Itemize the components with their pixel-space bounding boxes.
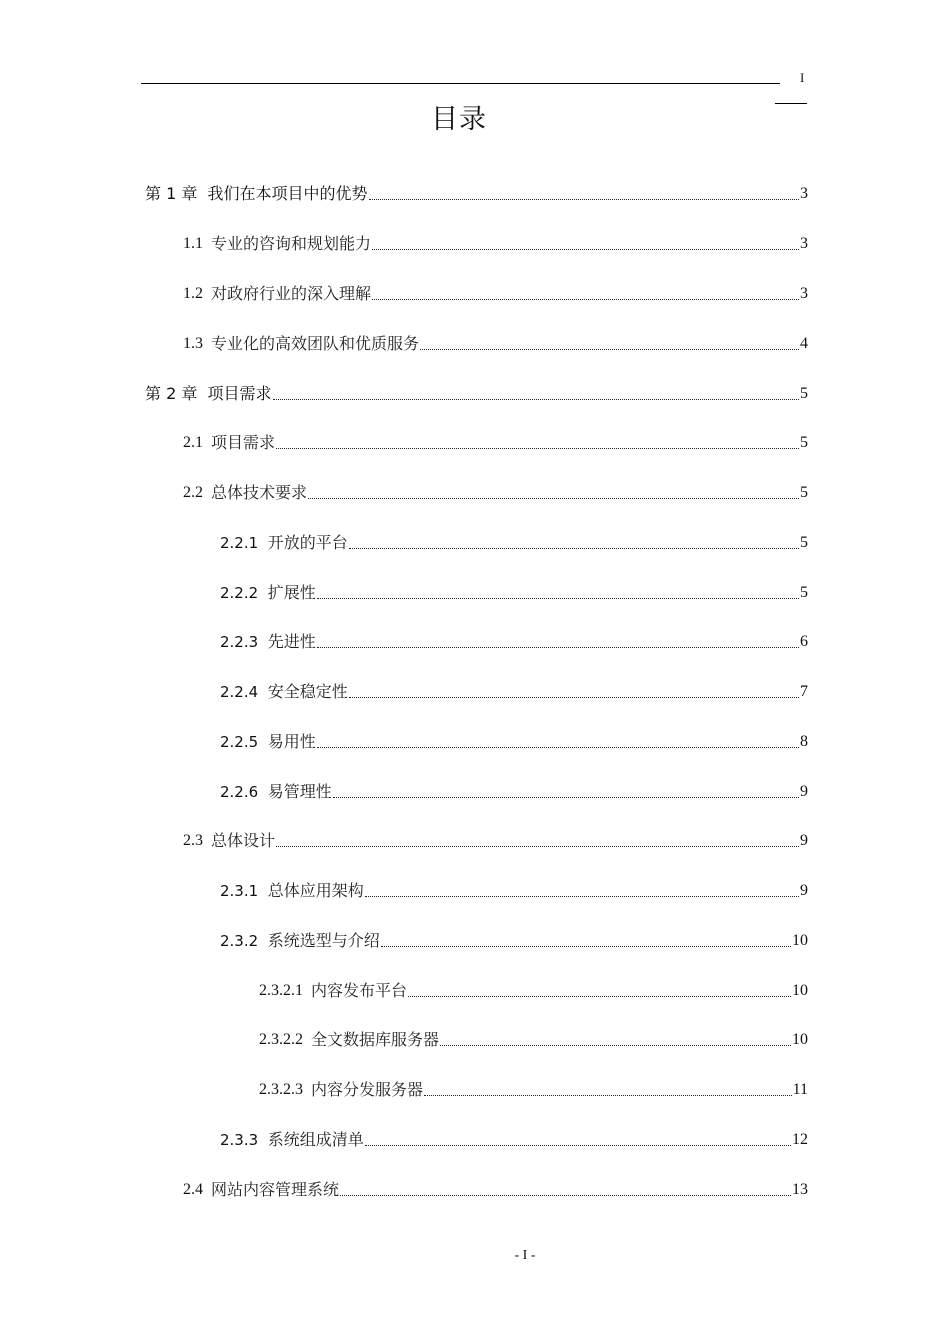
toc-leader (276, 845, 799, 847)
toc-number: 2.3 (183, 832, 211, 849)
toc-label: 开放的平台 (267, 533, 348, 552)
toc-leader (317, 597, 799, 599)
toc-entry-2-2-6[interactable] (220, 778, 808, 802)
toc-entry-2-2-2[interactable] (220, 579, 808, 603)
toc-page-number: 11 (792, 1081, 808, 1098)
toc-page-number: 10 (792, 982, 808, 999)
toc-number: 2.2.5 (220, 733, 268, 751)
toc-page-number: 5 (800, 584, 808, 601)
toc-entry-2-2[interactable] (183, 479, 808, 503)
toc-label: 全文数据库服务器 (311, 1030, 440, 1049)
toc-leader (276, 447, 799, 449)
toc-label: 总体设计 (211, 831, 276, 850)
toc-leader (333, 796, 799, 798)
toc-page-number: 6 (800, 633, 808, 650)
toc-leader (420, 348, 799, 350)
toc-label: 项目需求 (207, 384, 272, 403)
toc-leader (340, 1194, 791, 1196)
toc-page-number: 13 (792, 1181, 808, 1198)
header-page-mark: I (800, 70, 805, 85)
toc-page-number: 5 (800, 484, 808, 501)
toc-page-number: 10 (792, 932, 808, 949)
toc-page-number: 4 (800, 335, 808, 352)
toc-entry-1-1[interactable] (183, 230, 808, 254)
toc-leader (317, 746, 799, 748)
toc-entry-2-3-2-3[interactable] (259, 1076, 808, 1100)
toc-page-number: 7 (800, 683, 808, 700)
toc-entry-2-4[interactable] (183, 1176, 808, 1200)
toc-entry-2-3-2-1[interactable] (259, 977, 808, 1001)
toc-number: 2.3.1 (220, 882, 268, 900)
toc-number: 2.2.3 (220, 633, 268, 651)
toc-label: 对政府行业的深入理解 (211, 284, 372, 303)
toc-entry-2-2-3[interactable] (220, 628, 808, 652)
toc-entry-2-3-1[interactable] (220, 877, 808, 901)
toc-label: 先进性 (267, 632, 316, 651)
toc-number: 2.2.1 (220, 534, 268, 552)
toc-leader (381, 945, 791, 947)
toc-number: 2.3.2 (220, 932, 268, 950)
toc-number: 第 1 章 (145, 184, 208, 203)
toc-page-number: 3 (800, 235, 808, 252)
toc-number: 2.3.2.2 (259, 1031, 311, 1048)
toc-page-number: 3 (800, 285, 808, 302)
toc-page-number: 5 (800, 434, 808, 451)
toc-leader (369, 198, 799, 200)
toc-page-number: 3 (800, 185, 808, 202)
toc-label: 我们在本项目中的优势 (207, 184, 368, 203)
toc-label: 内容发布平台 (311, 981, 408, 1000)
toc-label: 扩展性 (267, 583, 316, 602)
toc-leader (365, 1144, 791, 1146)
toc-leader (349, 547, 799, 549)
toc-entry-2-2-5[interactable] (220, 728, 808, 752)
toc-entry-chapter-2[interactable] (145, 380, 808, 404)
toc-number: 2.2.2 (220, 584, 268, 602)
toc-page-number: 9 (800, 832, 808, 849)
toc-page-number: 8 (800, 733, 808, 750)
toc-page-number: 10 (792, 1031, 808, 1048)
toc-page-number: 5 (800, 385, 808, 402)
toc-leader (440, 1044, 791, 1046)
toc-number: 2.3.3 (220, 1131, 268, 1149)
toc-leader (408, 995, 791, 997)
toc-number: 2.3.2.1 (259, 982, 311, 999)
toc-number: 2.2.4 (220, 683, 268, 701)
toc-leader (273, 398, 799, 400)
toc-label: 专业的咨询和规划能力 (211, 234, 372, 253)
toc-page-number: 5 (800, 534, 808, 551)
page-title: 目录 (431, 104, 487, 135)
toc-label: 专业化的高效团队和优质服务 (211, 334, 420, 353)
toc-entry-1-3[interactable] (183, 330, 808, 354)
toc-label: 网站内容管理系统 (211, 1180, 340, 1199)
toc-number: 1.3 (183, 335, 211, 352)
toc-number: 2.2 (183, 484, 211, 501)
toc-number: 1.1 (183, 235, 211, 252)
toc-entry-2-2-1[interactable] (220, 529, 808, 553)
toc-entry-2-1[interactable] (183, 429, 808, 453)
toc-leader (424, 1094, 792, 1096)
toc-entry-2-3-2-2[interactable] (259, 1026, 808, 1050)
toc-leader (349, 696, 799, 698)
toc-label: 总体技术要求 (211, 483, 308, 502)
toc-label: 总体应用架构 (267, 881, 364, 900)
toc-label: 内容分发服务器 (311, 1080, 424, 1099)
toc-entry-1-2[interactable] (183, 280, 808, 304)
toc-number: 2.1 (183, 434, 211, 451)
toc-number: 1.2 (183, 285, 211, 302)
toc-entry-chapter-1[interactable] (145, 180, 808, 204)
toc-page-number: 12 (792, 1131, 808, 1148)
toc-page-number: 9 (800, 882, 808, 899)
toc-label: 系统组成清单 (267, 1130, 364, 1149)
toc-number: 2.3.2.3 (259, 1081, 311, 1098)
toc-entry-2-3-2[interactable] (220, 927, 808, 951)
toc-label: 易管理性 (267, 782, 332, 801)
toc-leader (372, 248, 799, 250)
toc-leader (317, 646, 799, 648)
toc-label: 易用性 (267, 732, 316, 751)
toc-leader (308, 497, 799, 499)
toc-leader (372, 298, 799, 300)
toc-entry-2-3[interactable] (183, 827, 808, 851)
toc-page-number: 9 (800, 783, 808, 800)
toc-entry-2-3-3[interactable] (220, 1126, 808, 1150)
toc-number: 2.2.6 (220, 783, 268, 801)
toc-number: 第 2 章 (145, 384, 208, 403)
toc-entry-2-2-4[interactable] (220, 678, 808, 702)
toc-label: 系统选型与介绍 (267, 931, 380, 950)
toc-number: 2.4 (183, 1181, 211, 1198)
toc-label: 安全稳定性 (267, 682, 348, 701)
toc-label: 项目需求 (211, 433, 276, 452)
toc-leader (365, 895, 799, 897)
page-footer-number: - I - (514, 1248, 536, 1263)
